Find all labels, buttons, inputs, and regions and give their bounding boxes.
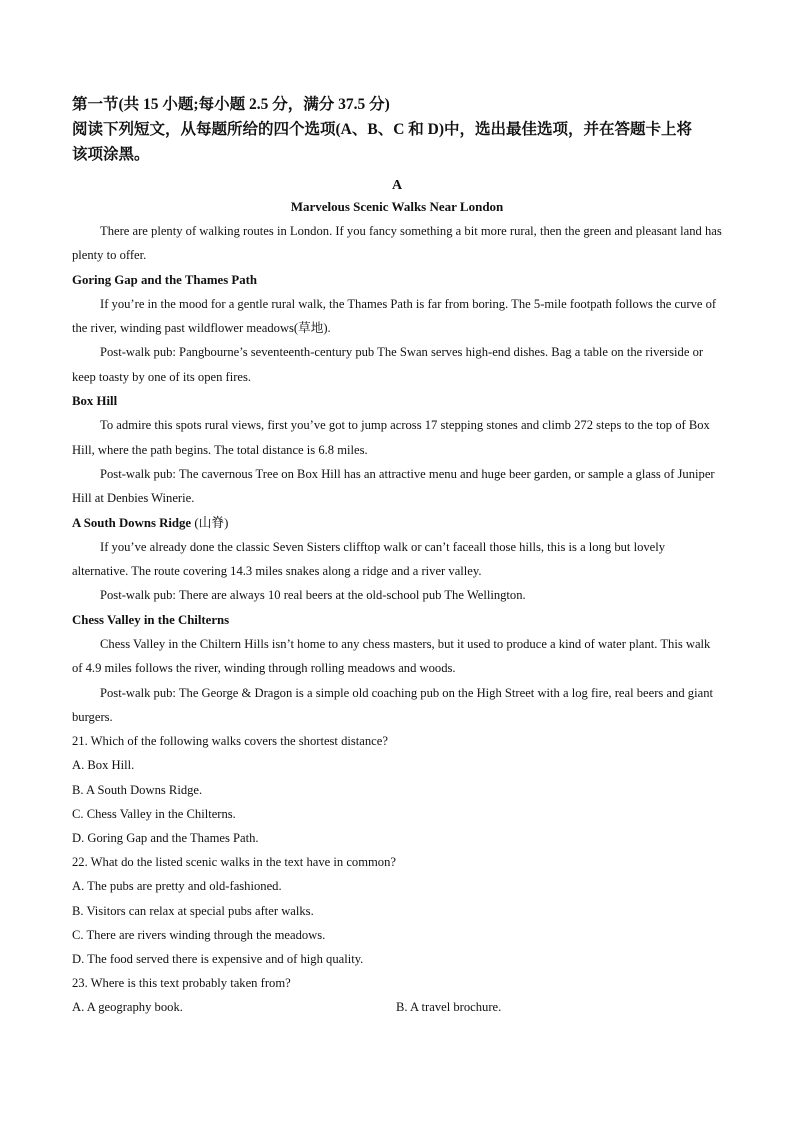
walk-description: Chess Valley in the Chiltern Hills isn’t home to any chess masters, but it used to produce a kind of water plant. This walk of 4.9 miles follows the river, winding through rolling meadows and woods. xyxy=(72,637,711,676)
answer-option: A. The pubs are pretty and old-fashioned. xyxy=(72,879,282,894)
section-heading: 第一节(共 15 小题;每小题 2.5 分，满分 37.5 分) xyxy=(72,96,390,113)
answer-option: D. The food served there is expensive and of high quality. xyxy=(72,952,364,967)
intro-paragraph: There are plenty of walking routes in London. If you fancy something a bit more rural, then the green and pleasant land has plenty to offer. xyxy=(72,224,722,263)
question-stem: 23. Where is this text probably taken from? xyxy=(72,976,291,991)
walk-pub: Post-walk pub: Pangbourne’s seventeenth-century pub The Swan serves high-end dishes. Bag a table on the riverside or keep toasty by one of its open fires. xyxy=(72,345,704,384)
answer-option: A. Box Hill. xyxy=(72,758,135,773)
walk-heading: Chess Valley in the Chilterns xyxy=(72,612,230,627)
walk-description: To admire this spots rural views, first you’ve got to jump across 17 stepping stones and climb 272 steps to the top of Box Hill, where the path begins. The total distance is 6.8 miles. xyxy=(72,418,710,457)
answer-option: C. There are rivers winding through the meadows. xyxy=(72,927,326,942)
answer-option: A. A geography book. xyxy=(72,1000,183,1015)
walk-pub: Post-walk pub: The cavernous Tree on Box Hill has an attractive menu and huge beer garden, or sample a glass of Juniper Hill at Denbies Winerie. xyxy=(72,466,715,506)
walk-pub: Post-walk pub: There are always 10 real beers at the old-school pub The Wellington. xyxy=(100,588,526,603)
answer-option: B. A travel brochure. xyxy=(396,1000,502,1015)
question-stem: 22. What do the listed scenic walks in the text have in common? xyxy=(72,855,396,870)
document-page xyxy=(72,92,722,1020)
walk-description: If you’ve already done the classic Seven Sisters clifftop walk or can’t faceall those hills, this is a long but lovely alternative. The route covering 14.3 miles snakes along a ridge and a river valley. xyxy=(72,539,666,579)
walk-description: If you’re in the mood for a gentle rural walk, the Thames Path is far from boring. The 5-mile footpath follows the curve of the river, winding past wildflower meadows(草地). xyxy=(72,296,717,336)
answer-option: D. Goring Gap and the Thames Path. xyxy=(72,831,259,846)
walk-pub: Post-walk pub: The George & Dragon is a simple old coaching pub on the High Street with a log fire, real beers and giant burgers. xyxy=(72,685,713,724)
passage-letter: A xyxy=(391,178,403,193)
walk-heading: A South Downs Ridge (山脊) xyxy=(72,515,229,530)
question-stem: 21. Which of the following walks covers the shortest distance? xyxy=(72,734,388,749)
answer-options-row xyxy=(72,995,722,1019)
passage-title: Marvelous Scenic Walks Near London xyxy=(290,199,504,214)
walk-heading: Goring Gap and the Thames Path xyxy=(72,272,257,287)
instructions-line-end: 该项涂黑。 xyxy=(72,146,150,163)
walk-heading: Box Hill xyxy=(72,394,118,409)
instructions-line: 阅读下列短文，从每题所给的四个选项(A、B、C 和 D)中，选出最佳选项，并在答题卡上将 xyxy=(72,121,692,138)
answer-option: B. A South Downs Ridge. xyxy=(72,782,203,797)
answer-option: C. Chess Valley in the Chilterns. xyxy=(72,806,236,821)
answer-option: B. Visitors can relax at special pubs after walks. xyxy=(72,903,314,918)
